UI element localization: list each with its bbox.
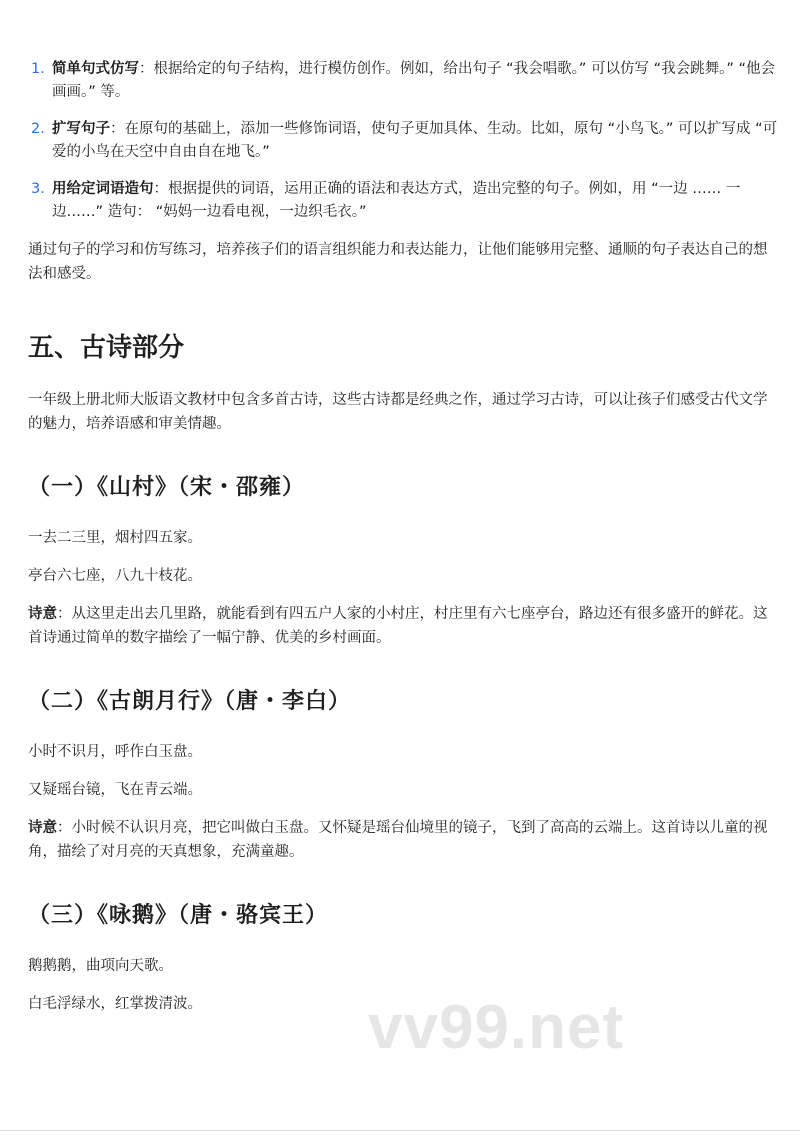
list-item: [28, 58, 778, 104]
page-bottom-divider: [0, 1130, 800, 1131]
term-separator: ：: [153, 181, 168, 197]
poem-meaning: [28, 816, 778, 864]
list-item: [28, 178, 778, 224]
meaning-separator: ：: [57, 820, 72, 836]
poem-line: 一去二三里，烟村四五家。: [28, 530, 202, 546]
poem-line: 又疑瑶台镜，飞在青云端。: [28, 782, 202, 798]
meaning-text: 小时候不认识月亮，把它叫做白玉盘。又怀疑是瑶台仙境里的镜子，飞到了高高的云端上。这首诗以儿童的视角，描绘了对月亮的天真想象，充满童趣。: [28, 820, 768, 860]
list-number: 1.: [31, 61, 45, 77]
sentence-practice-list: [28, 58, 778, 224]
poem-title: （三）《咏鹅》（唐・骆宾王）: [28, 903, 329, 928]
watermark: vv99.net: [368, 993, 625, 1062]
list-item: [28, 118, 778, 164]
summary-paragraph: 通过句子的学习和仿写练习，培养孩子们的语言组织能力和表达能力，让他们能够用完整、通顺的句子表达自己的想法和感受。: [28, 242, 768, 282]
poem-meaning: [28, 602, 778, 650]
meaning-text: 从这里走出去几里路，就能看到有四五户人家的小村庄，村庄里有六七座亭台，路边还有很多盛开的鲜花。这首诗通过简单的数字描绘了一幅宁静、优美的乡村画面。: [28, 606, 768, 646]
list-item-text: 在原句的基础上，添加一些修饰词语，使句子更加具体、生动。比如，原句 “小鸟飞。” 可以扩写成 “可爱的小鸟在天空中自由自在地飞。”: [52, 121, 778, 160]
term-separator: ：: [139, 61, 154, 77]
list-item-term: 扩写句子: [52, 121, 110, 137]
term-separator: ：: [110, 121, 125, 137]
poem-line: 白毛浮绿水，红掌拨清波。: [28, 996, 202, 1012]
section-intro: 一年级上册北师大版语文教材中包含多首古诗，这些古诗都是经典之作，通过学习古诗，可以让孩子们感受古代文学的魅力，培养语感和审美情趣。: [28, 392, 768, 432]
list-item-term: 用给定词语造句: [52, 181, 154, 197]
list-item-text: 根据提供的词语，运用正确的语法和表达方式，造出完整的句子。例如，用 “一边 …… 一边……” 造句： “妈妈一边看电视，一边织毛衣。”: [52, 181, 741, 220]
meaning-label: 诗意: [28, 820, 57, 836]
meaning-label: 诗意: [28, 606, 57, 622]
poem-line: 鹅鹅鹅，曲项向天歌。: [28, 958, 173, 974]
list-number: 2.: [31, 121, 45, 137]
meaning-separator: ：: [57, 606, 72, 622]
list-number: 3.: [31, 181, 45, 197]
poem-title: （二）《古朗月行》（唐・李白）: [28, 689, 352, 714]
list-item-text: 根据给定的句子结构，进行模仿创作。例如，给出句子 “我会唱歌。” 可以仿写 “我会跳舞。” “他会画画。” 等。: [52, 61, 775, 100]
poem-title: （一）《山村》（宋・邵雍）: [28, 475, 306, 500]
section-heading: 五、古诗部分: [28, 333, 185, 363]
poem-line: 亭台六七座，八九十枝花。: [28, 568, 202, 584]
list-item-term: 简单句式仿写: [52, 61, 139, 77]
document-page: [28, 58, 778, 1016]
poem-line: 小时不识月，呼作白玉盘。: [28, 744, 202, 760]
